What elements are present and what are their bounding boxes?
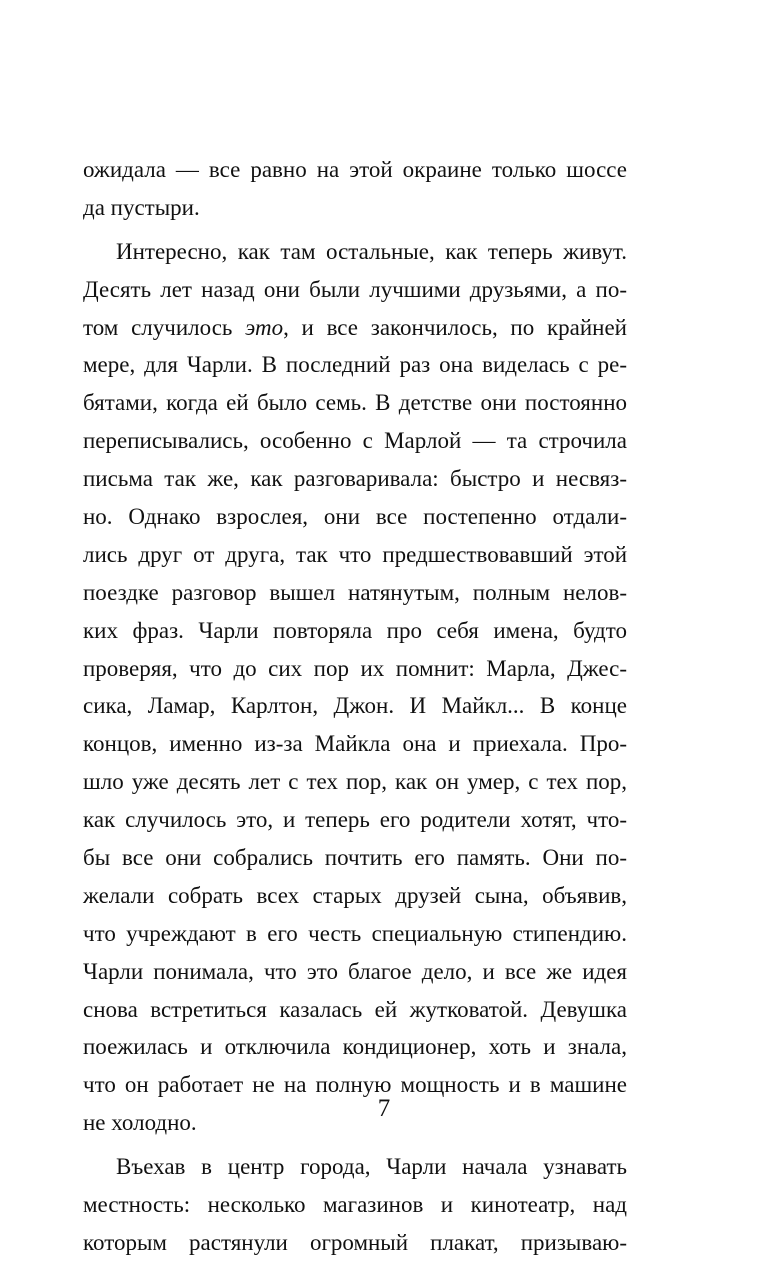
text-line: переписывались, особенно с Марлой — та строчила — [83, 428, 627, 454]
text-line: Чарли понимала, что это благое дело, и все же идея — [83, 958, 627, 984]
text-line: Въехав в центр города, Чарли начала узнавать — [116, 1154, 627, 1180]
italic-emphasis: это — [245, 314, 284, 340]
paragraph-continued — [83, 151, 627, 227]
text-line: не холодно. — [83, 1110, 197, 1136]
text-line: местность: несколько магазинов и кинотеатр, над — [83, 1192, 627, 1218]
text-line: проверяя, что до сих пор их помнит: Марла, Джес- — [83, 655, 627, 681]
text-line: поездке разговор вышел натянутым, полным нелов- — [83, 579, 627, 605]
paragraph-downtown — [83, 1148, 627, 1262]
text-line — [83, 309, 627, 347]
text-fragment: , и все закончилось, по крайней — [283, 314, 627, 340]
text-line: мере, для Чарли. В последний раз она виделась с ре- — [83, 352, 627, 378]
text-line: снова встретиться казалась ей жутковатой. Девушка — [83, 996, 627, 1022]
paragraph-memories — [83, 233, 627, 1142]
text-line: как случилось это, и теперь его родители хотят, что- — [83, 807, 627, 833]
text-line: которым растянули огромный плакат, призываю- — [83, 1229, 627, 1255]
text-line: Десять лет назад они были лучшими друзьями, а по- — [83, 276, 627, 302]
text-fragment: том случилось — [83, 314, 246, 340]
text-line: но. Однако взрослея, они все постепенно отдали- — [83, 504, 627, 530]
text-line: бятами, когда ей было семь. В детстве они постоянно — [83, 390, 627, 416]
text-line: что учреждают в его честь специальную стипендию. — [83, 920, 627, 946]
text-line: сика, Ламар, Карлтон, Джон. И Майкл... В конце — [83, 693, 627, 719]
text-line: что он работает не на полную мощность и в машине — [83, 1072, 627, 1098]
text-line: Интересно, как там остальные, как теперь живут. — [116, 238, 627, 264]
text-line: лись друг от друга, так что предшествовавший этой — [83, 541, 627, 567]
text-line: письма так же, как разговаривала: быстро и несвяз- — [83, 466, 627, 492]
text-line: да пустыри. — [83, 194, 200, 220]
page-number: 7 — [377, 1095, 391, 1122]
text-line: желали собрать всех старых друзей сына, объявив, — [83, 882, 627, 908]
text-line: поежилась и отключила кондиционер, хоть и знала, — [83, 1034, 627, 1060]
text-line: концов, именно из-за Майкла она и приехала. Про- — [83, 731, 627, 757]
text-line: шло уже десять лет с тех пор, как он умер, с тех пор, — [83, 769, 627, 795]
text-line: бы все они собрались почтить его память. Они по- — [83, 845, 627, 871]
text-line: ких фраз. Чарли повторяла про себя имена, будто — [83, 617, 627, 643]
text-line: ожидала — все равно на этой окраине только шоссе — [83, 157, 627, 182]
